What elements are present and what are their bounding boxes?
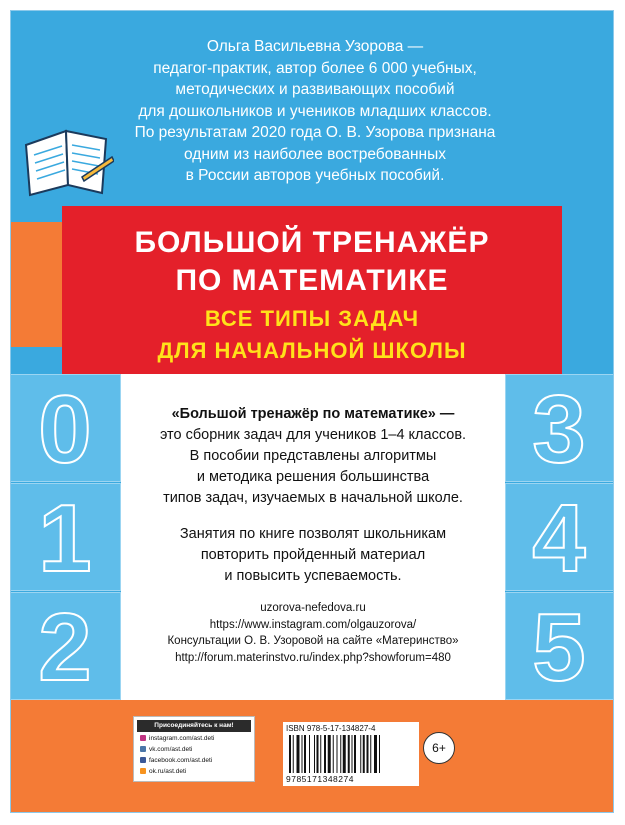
ok-icon <box>140 768 146 774</box>
barcode-bar <box>363 735 365 773</box>
forum-link[interactable]: http://forum.materinstvo.ru/index.php?showforum=480 <box>175 651 451 664</box>
social-box <box>133 716 255 782</box>
author-links <box>121 600 505 666</box>
barcode-bar <box>354 735 356 773</box>
barcode-icon <box>289 735 413 773</box>
description-panel <box>121 374 505 700</box>
site-link[interactable]: uzorova-nefedova.ru <box>260 602 366 614</box>
digit-three: 3 <box>532 376 586 483</box>
consult-label: Консультации О. В. Узоровой на сайте «Материнство» <box>167 635 459 647</box>
title-banner <box>62 206 562 374</box>
barcode-bar <box>348 735 350 773</box>
digit-five: 5 <box>532 594 586 700</box>
right-digits <box>505 374 614 700</box>
age-rating-badge: 6+ <box>423 732 455 764</box>
author-intro: Ольга Васильевна Узорова — педагог-практик, автор более 6 000 учебных, методических и развивающих пособий для дошкольников и учеников младших классов. По результатам 2020 года О. В. Узорова признана одним из наиболее востребованных в России авторов учебных пособий. <box>134 38 496 184</box>
title-line-2: ПО МАТЕМАТИКЕ <box>175 264 449 297</box>
social-header: Присоединяйтесь к нам! <box>137 720 251 732</box>
barcode-number: 9785171348274 <box>286 774 354 784</box>
facebook-icon <box>140 757 146 763</box>
barcode-bar <box>297 735 300 773</box>
isbn-text: ISBN 978-5-17-134827-4 <box>286 724 376 733</box>
barcode-bar <box>304 735 306 773</box>
social-vk[interactable]: vk.com/ast.deti <box>140 746 192 753</box>
title-line-1: БОЛЬШОЙ ТРЕНАЖЁР <box>134 226 490 259</box>
barcode-bar <box>293 735 294 773</box>
left-digits <box>10 374 121 700</box>
barcode-bar <box>309 735 310 773</box>
barcode-bar <box>367 735 369 773</box>
notebook-pencil-icon <box>22 115 114 197</box>
barcode-bar <box>370 735 371 773</box>
barcode-bar <box>333 735 334 773</box>
digit-two: 2 <box>38 594 92 700</box>
description-text: «Большой тренажёр по математике» — это сборник задач для учеников 1–4 классов. В пособии представлены алгоритмы и методика решения большинства типов задач, изучаемых в начальной школе. <box>159 406 467 506</box>
vk-icon <box>140 746 146 752</box>
description-text-2: Занятия по книге позволят школьникам повторить пройденный материал и повысить успеваемость. <box>179 526 447 584</box>
social-ok[interactable]: ok.ru/ast.deti <box>140 768 186 775</box>
instagram-link[interactable]: https://www.instagram.com/olgauzorova/ <box>209 618 417 631</box>
social-instagram[interactable]: instagram.com/ast.deti <box>140 735 214 742</box>
digit-four: 4 <box>532 485 586 592</box>
barcode-bar <box>343 735 346 773</box>
digit-zero: 0 <box>38 376 92 483</box>
barcode-bar <box>320 735 321 773</box>
barcode-bar <box>324 735 326 773</box>
barcode-bar <box>289 735 291 773</box>
barcode-bar <box>379 735 380 773</box>
barcode-bar <box>374 735 377 773</box>
barcode-bar <box>337 735 338 773</box>
subtitle-line-2: ДЛЯ НАЧАЛЬНОЙ ШКОЛЫ <box>157 338 467 363</box>
barcode-bar <box>328 735 331 773</box>
barcode-bar <box>314 735 315 773</box>
barcode-block <box>283 722 419 786</box>
back-cover <box>10 10 614 813</box>
barcode-bar <box>302 735 303 773</box>
subtitle-line-1: ВСЕ ТИПЫ ЗАДАЧ <box>204 306 420 331</box>
barcode-bar <box>352 735 353 773</box>
social-facebook[interactable]: facebook.com/ast.deti <box>140 757 212 764</box>
digit-one: 1 <box>38 485 92 592</box>
barcode-bar <box>340 735 341 773</box>
instagram-icon <box>140 735 146 741</box>
barcode-bar <box>317 735 319 773</box>
barcode-bar <box>360 735 361 773</box>
